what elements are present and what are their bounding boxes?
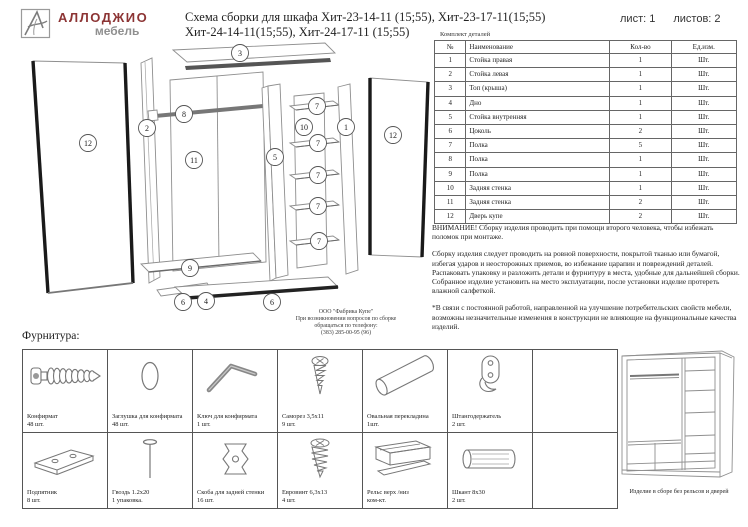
svg-text:6: 6: [181, 297, 185, 307]
hardware-item-dowel: [448, 433, 533, 509]
callout-7: [310, 167, 327, 184]
hardware-item-euro-screw: [278, 433, 363, 509]
rail-bracket: [148, 110, 158, 121]
svg-text:7: 7: [317, 236, 321, 246]
svg-text:1: 1: [344, 122, 348, 132]
assembly-notes: [432, 223, 740, 339]
part-name: Стойка правая: [466, 54, 610, 68]
dowel-icon: [450, 435, 530, 483]
table-row: [435, 167, 737, 181]
part-name: Полка: [466, 153, 610, 167]
hex-key-icon: [195, 352, 275, 400]
oval-rod-icon: [365, 352, 445, 400]
svg-text:7: 7: [315, 101, 319, 111]
hardware-item-cap: [108, 350, 193, 433]
hardware-item-qty: 9 шт.: [282, 421, 296, 428]
sheets-total: листов: 2: [673, 13, 721, 25]
note-paragraph: Распаковать упаковку и разложить детали и фурнитуру в места, удобные для дальнейшей сборки.: [432, 267, 740, 277]
part-name: Дно: [466, 96, 610, 110]
callout-3: [232, 45, 249, 62]
hardware-item-rail: [363, 433, 448, 509]
part-number: 6: [435, 124, 466, 138]
part-number: 3: [435, 82, 466, 96]
rod-holder-icon: [450, 352, 530, 400]
title-line-1: Схема сборки для шкафа Хит-23-14-11 (15;55), Хит-23-17-11(15;55): [185, 10, 546, 24]
hardware-item-qty: 16 шт.: [197, 497, 214, 504]
part-unit: Шт.: [671, 54, 736, 68]
part-qty: 1: [610, 153, 671, 167]
hardware-item-qty: 1шт.: [367, 421, 380, 428]
part-qty: 2: [610, 195, 671, 209]
callout-6: [175, 294, 192, 311]
svg-text:10: 10: [300, 122, 308, 132]
part-number: 10: [435, 181, 466, 195]
callout-10: [296, 119, 313, 136]
exploded-assembly-diagram: [25, 40, 435, 316]
note-paragraph: Собранное изделие установить на место эксплуатации, после установки изделие протереть влажной салфеткой.: [432, 277, 720, 296]
brand-subtitle: мебель: [94, 24, 140, 38]
table-row: [435, 139, 737, 153]
svg-text:3: 3: [238, 48, 242, 58]
hardware-item-name: Шкант 8х30: [452, 489, 485, 496]
nail-icon: [110, 435, 190, 483]
part-name: Задняя стенка: [466, 195, 610, 209]
part-unit: Шт.: [671, 153, 736, 167]
table-row: [435, 54, 737, 68]
column-header: Наименование: [466, 41, 610, 54]
parts-table: [434, 40, 737, 224]
callout-5: [267, 149, 284, 166]
part-unit: Шт.: [671, 167, 736, 181]
part-qty: 1: [610, 82, 671, 96]
title-line-2: Хит-24-14-11(15;55), Хит-24-17-11 (15;55): [185, 25, 410, 39]
logo: [20, 8, 148, 40]
svg-text:12: 12: [389, 130, 397, 140]
sheet-info: [620, 13, 721, 25]
svg-text:9: 9: [188, 263, 192, 273]
hardware-item-qty: 2 шт.: [452, 497, 466, 504]
hardware-item-name: Заглушка для конфирмата: [112, 413, 183, 420]
part-unit: Шт.: [671, 139, 736, 153]
screw-icon: [280, 352, 360, 400]
table-row: [435, 153, 737, 167]
hardware-item-hex-key: [193, 350, 278, 433]
svg-text:6: 6: [270, 297, 274, 307]
part-number: 7: [435, 139, 466, 153]
part-qty: 1: [610, 110, 671, 124]
hardware-item-name: Штангодержатель: [452, 413, 502, 420]
table-row: [435, 82, 737, 96]
hardware-item-qty: 4 шт.: [282, 497, 296, 504]
svg-text:12: 12: [84, 138, 92, 148]
part-number: 2: [435, 68, 466, 82]
confirmat-screw-icon: [25, 352, 105, 400]
left-door-panel: [33, 61, 133, 293]
hardware-item-foot-pad: [23, 433, 108, 509]
table-row: [435, 110, 737, 124]
callout-12: [80, 135, 97, 152]
hardware-item-qty: 48 шт.: [27, 421, 44, 428]
part-unit: Шт.: [671, 181, 736, 195]
hardware-item-name: Подпятник: [27, 489, 57, 496]
hardware-item-name: Евровинт 6,3х13: [282, 489, 328, 496]
hardware-item-oval-rod: [363, 350, 448, 433]
page-title: [185, 10, 557, 40]
wardrobe-outline: [622, 351, 734, 477]
hardware-item-qty: 8 шт.: [27, 497, 41, 504]
part-qty: 1: [610, 181, 671, 195]
part-number: 5: [435, 110, 466, 124]
right-door-panel: [370, 78, 428, 257]
svg-text:4: 4: [204, 296, 208, 306]
callout-9: [182, 260, 199, 277]
part-name: Топ (крыша): [466, 82, 610, 96]
part-number: 4: [435, 96, 466, 110]
hardware-item-name: Скоба для задней стенки: [197, 489, 265, 496]
part-qty: 5: [610, 139, 671, 153]
factory-phone: (383) 285-00-95 (96): [320, 330, 372, 336]
svg-text:8: 8: [182, 109, 186, 119]
table-row: [435, 195, 737, 209]
svg-text:7: 7: [316, 170, 320, 180]
brand-name: АЛЛОДЖИО: [58, 10, 149, 25]
column-header: Ед.изм.: [671, 41, 736, 54]
hardware-grid: [22, 349, 618, 509]
part-number: 1: [435, 54, 466, 68]
hardware-item-name: Овальная перекладина: [367, 413, 429, 420]
callout-7: [310, 135, 327, 152]
left-side-panel: [141, 58, 160, 283]
hardware-item-name: Ключ для конфирмата: [197, 413, 258, 420]
callout-7: [309, 98, 326, 115]
sheet-number: лист: 1: [620, 13, 656, 25]
note-paragraph: Сборку изделия следует проводить на ровной поверхности, покрытой тканью или бумагой, избегая ударов и неосторожных приемов, во избежание царапин и повреждений деталей.: [432, 249, 720, 268]
hardware-item-qty: ком-кт.: [367, 497, 386, 504]
part-unit: Шт.: [671, 96, 736, 110]
column-header: №: [435, 41, 466, 54]
table-row: [435, 124, 737, 138]
rail-icon: [365, 435, 445, 483]
hardware-cell-empty: [533, 433, 618, 509]
hardware-item-qty: 48 шт.: [112, 421, 129, 428]
part-name: Полка: [466, 139, 610, 153]
part-qty: 1: [610, 96, 671, 110]
disclaimer-paragraph: *В связи с постоянной работой, направленной на улучшение потребительских свойств мебели, возможны незначительные изменения в конструкции не влияющие на функциональные качества изделий.: [432, 303, 737, 331]
part-number: 8: [435, 153, 466, 167]
callout-7: [311, 233, 328, 250]
svg-text:7: 7: [316, 201, 320, 211]
foot-pad-icon: [25, 435, 105, 483]
column-header: Кол-во: [610, 41, 671, 54]
hardware-item-name: Саморез 3,5х11: [282, 413, 324, 420]
stylized-a-icon: [20, 8, 52, 40]
hardware-item-qty: 2 шт.: [452, 421, 466, 428]
part-name: Задняя стенка: [466, 181, 610, 195]
table-row: [435, 96, 737, 110]
part-qty: 1: [610, 167, 671, 181]
factory-note: [256, 309, 436, 337]
part-qty: 2: [610, 210, 671, 224]
callout-8: [176, 106, 193, 123]
factory-name: ООО "Фабрика Купе": [318, 309, 374, 315]
hardware-item-screw: [278, 350, 363, 433]
table-row: [435, 210, 737, 224]
callout-7: [310, 198, 327, 215]
hardware-cell-empty: [533, 350, 618, 433]
part-number: 9: [435, 167, 466, 181]
callout-6: [264, 294, 281, 311]
part-unit: Шт.: [671, 68, 736, 82]
hardware-section-title: Фурнитура:: [22, 330, 80, 342]
part-unit: Шт.: [671, 110, 736, 124]
part-unit: Шт.: [671, 210, 736, 224]
warning-paragraph: ВНИМАНИЕ! Сборку изделия проводить при помощи второго человека, чтобы избежать поломок при монтаже.: [432, 223, 714, 242]
hardware-item-name: Рельс верх /низ: [367, 489, 409, 496]
assembled-product-drawing: [614, 346, 748, 486]
hardware-item-rod-holder: [448, 350, 533, 433]
callout-1: [338, 119, 355, 136]
factory-note-line: При возникновении вопросов по сборке: [295, 316, 397, 322]
part-number: 11: [435, 195, 466, 209]
svg-text:7: 7: [316, 138, 320, 148]
hardware-item-qty: 1 шт.: [197, 421, 211, 428]
part-qty: 2: [610, 124, 671, 138]
table-row: [435, 181, 737, 195]
part-name: Дверь купе: [466, 210, 610, 224]
svg-text:2: 2: [145, 123, 149, 133]
part-qty: 1: [610, 54, 671, 68]
part-name: Стойка внутренняя: [466, 110, 610, 124]
part-name: Цоколь: [466, 124, 610, 138]
part-unit: Шт.: [671, 195, 736, 209]
hardware-item-name: Гвоздь 1.2х20: [112, 489, 150, 496]
euro-screw-icon: [280, 435, 360, 483]
hardware-item-bracket: [193, 433, 278, 509]
part-name: Полка: [466, 167, 610, 181]
right-side-panel: [338, 84, 358, 274]
part-unit: Шт.: [671, 82, 736, 96]
parts-table-caption: Комплект деталей: [440, 31, 491, 38]
callout-12: [385, 127, 402, 144]
svg-text:11: 11: [190, 155, 198, 165]
factory-note-line: обращаться по телефону:: [314, 323, 378, 329]
svg-text:5: 5: [273, 152, 277, 162]
hardware-item-nail: [108, 433, 193, 509]
part-unit: Шт.: [671, 124, 736, 138]
hardware-item-qty: 1 упаковка.: [112, 497, 143, 504]
table-row: [435, 68, 737, 82]
hardware-item-name: Конфирмат: [27, 413, 58, 420]
cap-icon: [110, 352, 190, 400]
callout-4: [198, 293, 215, 310]
callout-2: [139, 120, 156, 137]
callout-11: [186, 152, 203, 169]
part-name: Стойка левая: [466, 68, 610, 82]
part-qty: 1: [610, 68, 671, 82]
hardware-item-confirmat-screw: [23, 350, 108, 433]
bracket-icon: [195, 435, 275, 483]
assembled-product-caption: Изделие в сборе без рельсов и дверей: [629, 488, 729, 495]
part-number: 12: [435, 210, 466, 224]
